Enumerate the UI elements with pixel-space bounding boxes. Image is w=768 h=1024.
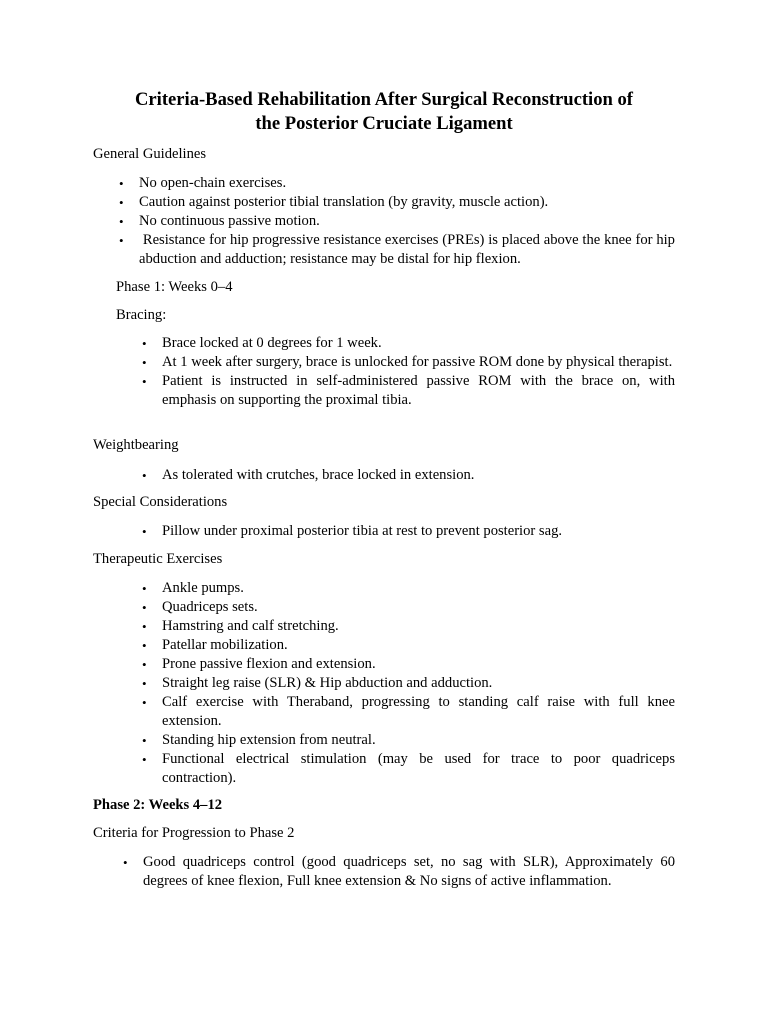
list-item: • Caution against posterior tibial translation (by gravity, muscle action). [119, 194, 549, 210]
title-line-1: Criteria-Based Rehabilitation After Surgical Reconstruction of [134, 89, 633, 110]
list-item: • Prone passive flexion and extension. [142, 656, 376, 672]
bullet-icon: • [142, 638, 147, 653]
weightbearing-list [142, 466, 675, 485]
list-item: • Brace locked at 0 degrees for 1 week. [142, 335, 382, 351]
therapeutic-exercises-list [142, 579, 675, 788]
phase2-heading: Phase 2: Weeks 4–12 [93, 797, 223, 813]
bullet-icon: • [119, 195, 124, 210]
bullet-icon: • [142, 581, 147, 596]
list-item: • Calf exercise with Theraband, progressing to standing calf raise with full knee extension. [142, 694, 675, 729]
phase2-criteria-heading: Criteria for Progression to Phase 2 [93, 825, 295, 841]
list-item: • Patellar mobilization. [142, 637, 288, 653]
title-line-2: the Posterior Cruciate Ligament [255, 113, 513, 134]
list-item: • Good quadriceps control (good quadriceps set, no sag with SLR), Approximately 60 degrees of knee flexion, Full knee extension & No signs of active inflammation. [123, 854, 675, 889]
bullet-icon: • [119, 233, 124, 248]
bullet-icon: • [142, 695, 147, 710]
general-guidelines-heading: General Guidelines [93, 146, 207, 162]
special-considerations-list [142, 522, 675, 541]
list-item: • Pillow under proximal posterior tibia at rest to prevent posterior sag. [142, 523, 563, 539]
phase1-heading: Phase 1: Weeks 0–4 [116, 279, 233, 295]
list-item: • Functional electrical stimulation (may be used for trace to poor quadriceps contraction). [142, 751, 675, 786]
list-item: • Resistance for hip progressive resistance exercises (PREs) is placed above the knee for hip abduction and adduction; resistance may be distal for hip flexion. [119, 232, 679, 267]
list-item: • At 1 week after surgery, brace is unlocked for passive ROM done by physical therapist. [142, 354, 673, 370]
bullet-icon: • [142, 600, 147, 615]
list-item: • No open-chain exercises. [119, 175, 287, 191]
bullet-icon: • [142, 524, 147, 539]
bullet-icon: • [142, 676, 147, 691]
phase2-criteria-list [123, 853, 675, 891]
list-item: • Patient is instructed in self-administered passive ROM with the brace on, with emphasis on supporting the proximal tibia. [142, 373, 675, 408]
bracing-heading: Bracing: [116, 307, 167, 323]
list-item: • Ankle pumps. [142, 580, 244, 596]
bullet-icon: • [142, 336, 147, 351]
special-considerations-heading: Special Considerations [93, 494, 228, 510]
weightbearing-heading: Weightbearing [93, 437, 179, 453]
list-item: • No continuous passive motion. [119, 213, 320, 229]
list-item: • Hamstring and calf stretching. [142, 618, 339, 634]
list-item: • Standing hip extension from neutral. [142, 732, 376, 748]
therapeutic-exercises-heading: Therapeutic Exercises [93, 551, 223, 567]
general-guidelines-list [119, 174, 679, 269]
bullet-icon: • [119, 214, 124, 229]
bullet-icon: • [123, 855, 128, 870]
document-title [93, 88, 675, 136]
bullet-icon: • [142, 752, 147, 767]
bracing-list [142, 334, 675, 410]
bullet-icon: • [142, 657, 147, 672]
bullet-icon: • [142, 619, 147, 634]
bullet-icon: • [119, 176, 124, 191]
list-item: • Quadriceps sets. [142, 599, 258, 615]
bullet-icon: • [142, 468, 147, 483]
list-item: • As tolerated with crutches, brace locked in extension. [142, 467, 475, 483]
bullet-icon: • [142, 733, 147, 748]
bullet-icon: • [142, 374, 147, 389]
bullet-icon: • [142, 355, 147, 370]
list-item: • Straight leg raise (SLR) & Hip abduction and adduction. [142, 675, 493, 691]
